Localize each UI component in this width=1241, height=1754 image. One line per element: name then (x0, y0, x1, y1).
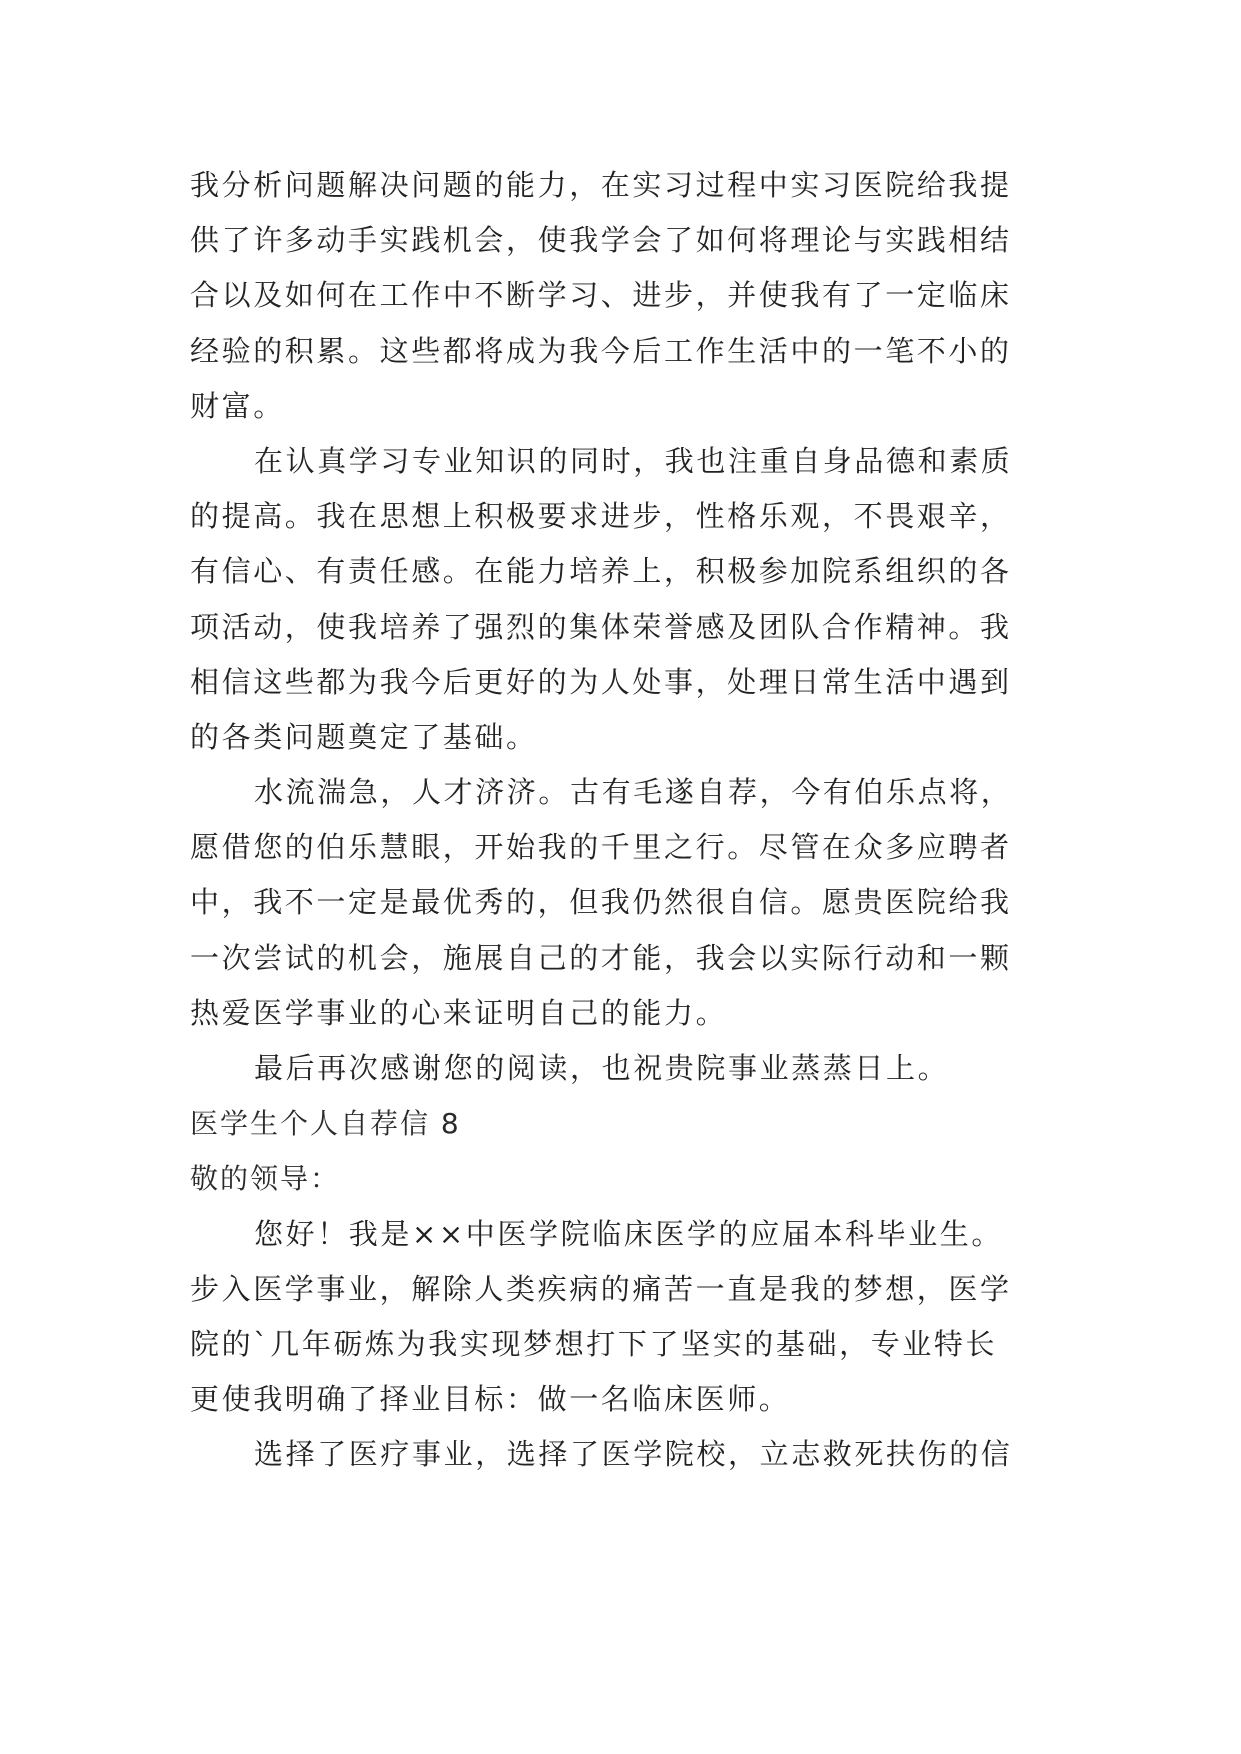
salutation: 敬的领导： (190, 1162, 341, 1196)
body-line: 相信这些都为我今后更好的为人处事，处理日常生活中遇到 (190, 664, 1012, 699)
body-line: 愿借您的伯乐慧眼，开始我的千里之行。尽管在众多应聘者 (190, 830, 1012, 865)
paragraph-first-line: 水流湍急，人才济济。古有毛遂自荐，今有伯乐点将， (254, 775, 1013, 810)
section-heading: 医学生个人自荐信 8 (190, 1107, 461, 1141)
document-body (190, 158, 1060, 1483)
paragraph-first-line: 选择了医疗事业，选择了医学院校，立志救死扶伤的信 (254, 1437, 1013, 1472)
body-line: 的提高。我在思想上积极要求进步，性格乐观，不畏艰辛， (190, 499, 1012, 534)
body-line: 一次尝试的机会，施展自己的才能，我会以实际行动和一颗 (190, 940, 1012, 975)
body-line: 财富。 (190, 388, 285, 423)
body-line: 合以及如何在工作中不断学习、进步，并使我有了一定临床 (190, 278, 1012, 313)
body-line: 中，我不一定是最优秀的，但我仍然很自信。愿贵医院给我 (190, 885, 1012, 920)
body-line: 项活动，使我培养了强烈的集体荣誉感及团队合作精神。我 (190, 609, 1012, 644)
body-line: 供了许多动手实践机会，使我学会了如何将理论与实践相结 (190, 223, 1012, 258)
body-line: 有信心、有责任感。在能力培养上，积极参加院系组织的各 (190, 554, 1012, 589)
paragraph-first-line: 您好！我是××中医学院临床医学的应届本科毕业生。 (254, 1216, 1003, 1251)
body-line: 更使我明确了择业目标：做一名临床医师。 (190, 1382, 791, 1417)
body-line: 热爱医学事业的心来证明自己的能力。 (190, 995, 728, 1030)
body-line: 我分析问题解决问题的能力，在实习过程中实习医院给我提 (190, 168, 1012, 202)
paragraph-first-line: 最后再次感谢您的阅读，也祝贵院事业蒸蒸日上。 (254, 1051, 950, 1085)
paragraph-first-line: 在认真学习专业知识的同时，我也注重自身品德和素质 (254, 443, 1013, 478)
body-line: 步入医学事业，解除人类疾病的痛苦一直是我的梦想，医学 (190, 1271, 1012, 1306)
body-line: 的各类问题奠定了基础。 (190, 719, 538, 754)
body-line: 院的`几年砺炼为我实现梦想打下了坚实的基础，专业特长 (190, 1326, 998, 1361)
body-line: 经验的积累。这些都将成为我今后工作生活中的一笔不小的 (190, 333, 1012, 368)
